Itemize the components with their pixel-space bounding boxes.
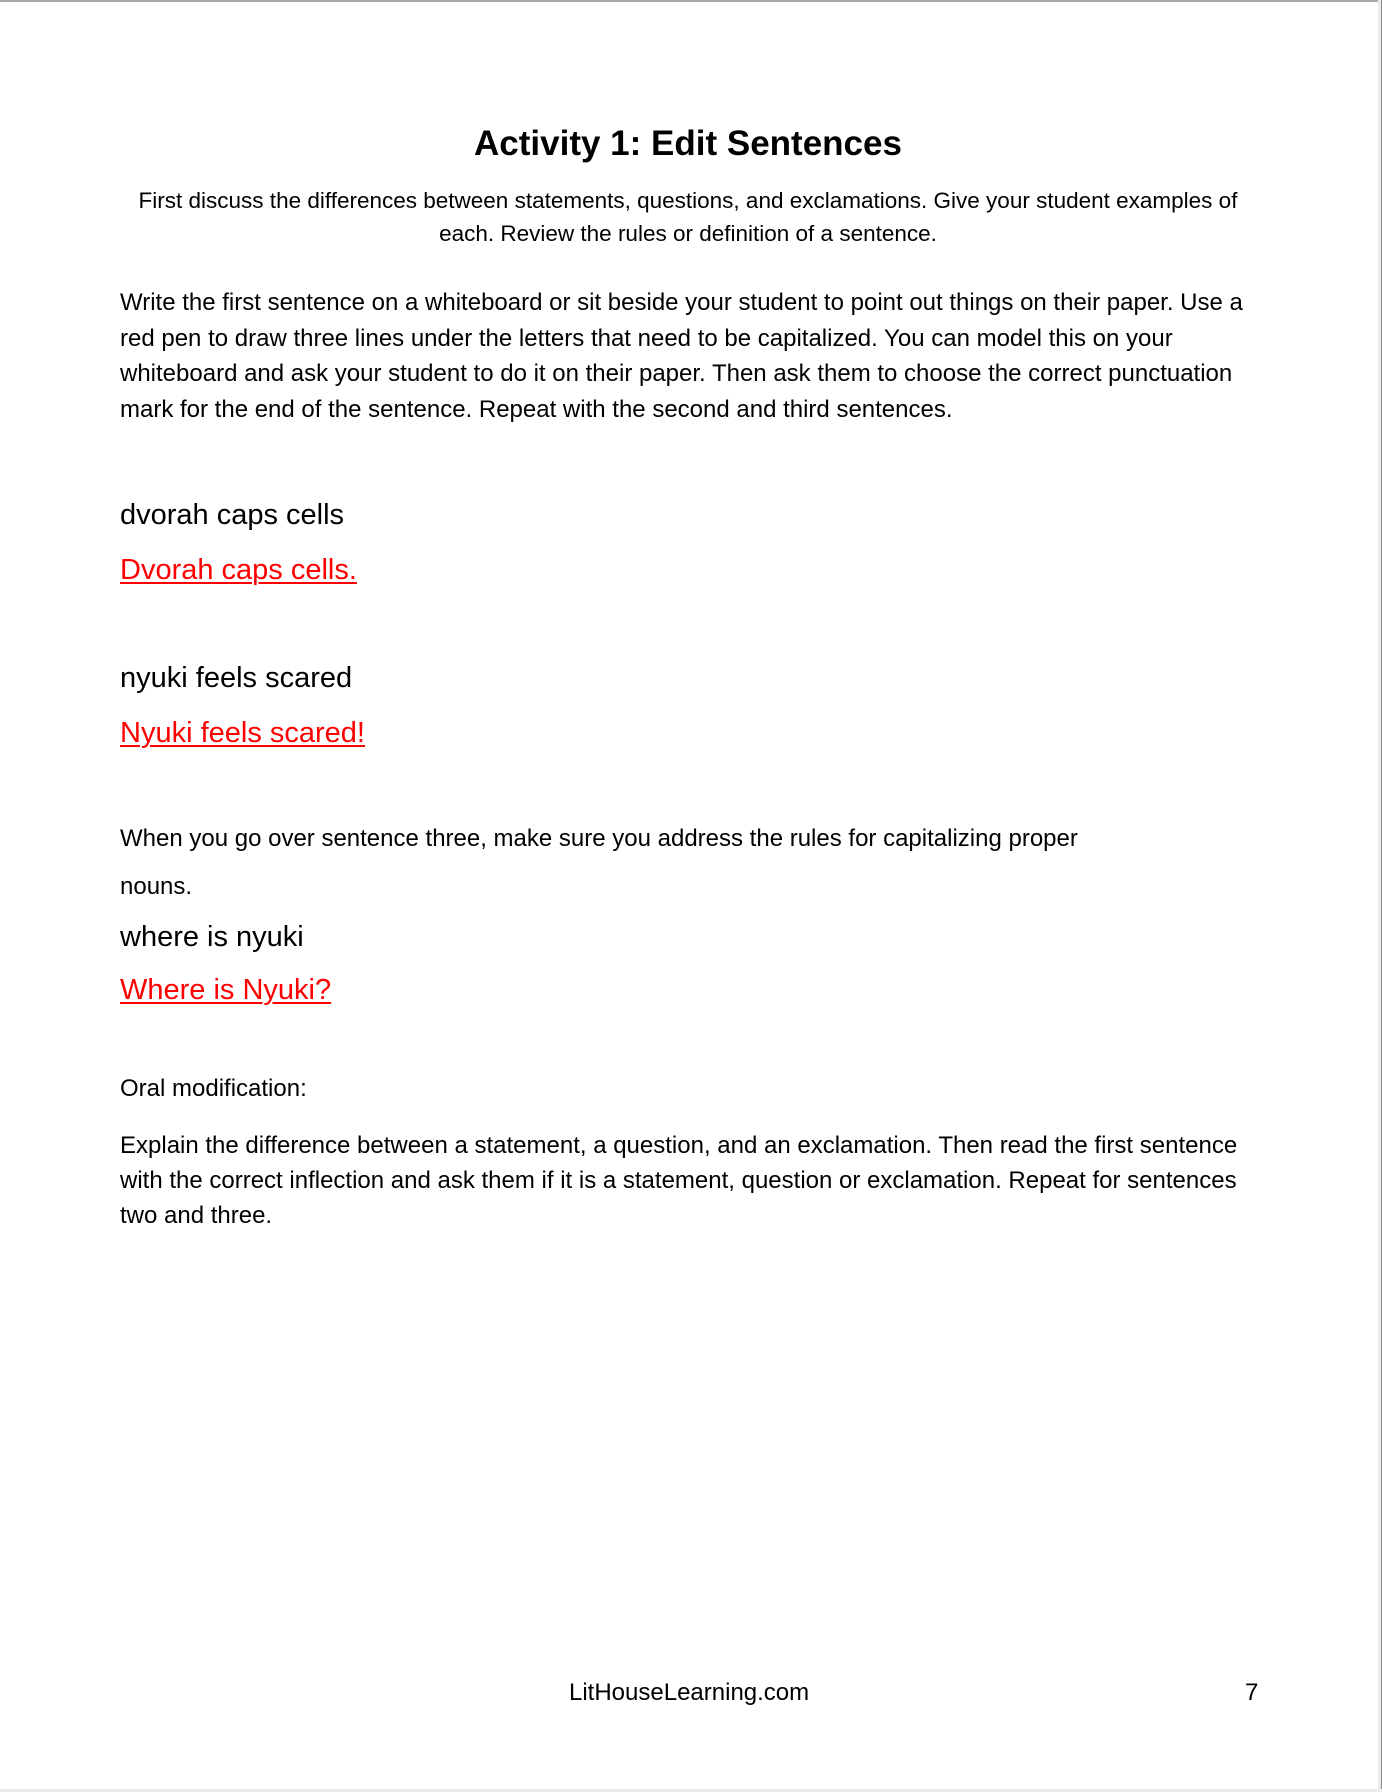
intro-text: First discuss the differences between statements, questions, and exclamations. Give your student examples of each. Review the rules or definition of a sentence. bbox=[138, 188, 1238, 246]
footer-site-name: LitHouseLearning.com bbox=[569, 1679, 810, 1706]
page-number: 7 bbox=[1245, 1679, 1259, 1706]
sentence-3-answer: Where is Nyuki? bbox=[120, 974, 332, 1006]
note-line-2: nouns. bbox=[120, 873, 193, 900]
page-title: Activity 1: Edit Sentences bbox=[474, 124, 902, 163]
page-right-border bbox=[1378, 0, 1382, 1792]
sentence-3-prompt: where is nyuki bbox=[120, 921, 304, 953]
instructions-paragraph: Write the first sentence on a whiteboard or sit beside your student to point out things on their paper. Use a red pen to draw three lines under the letters that need to be capitalized. You can model this on your whiteboard and ask your student to do it on their paper. Then ask them to choose the correct punctuation mark for the end of the sentence. Repeat with the second and third sentences. bbox=[120, 289, 1243, 423]
sentence-2-prompt: nyuki feels scared bbox=[120, 662, 353, 694]
sentence-2-answer: Nyuki feels scared! bbox=[120, 717, 365, 749]
sentence-1-prompt: dvorah caps cells bbox=[120, 499, 345, 531]
sentence-1-answer: Dvorah caps cells. bbox=[120, 554, 357, 586]
note-line-1: When you go over sentence three, make sure you address the rules for capitalizing proper bbox=[120, 825, 1078, 852]
page-top-border bbox=[0, 0, 1382, 2]
oral-modification-text: Explain the difference between a statement, a question, and an exclamation. Then read the first sentence with the correct inflection and ask them if it is a statement, question or exclamation. Repeat for sentences two and three. bbox=[120, 1132, 1238, 1229]
oral-modification-heading: Oral modification: bbox=[120, 1075, 307, 1102]
